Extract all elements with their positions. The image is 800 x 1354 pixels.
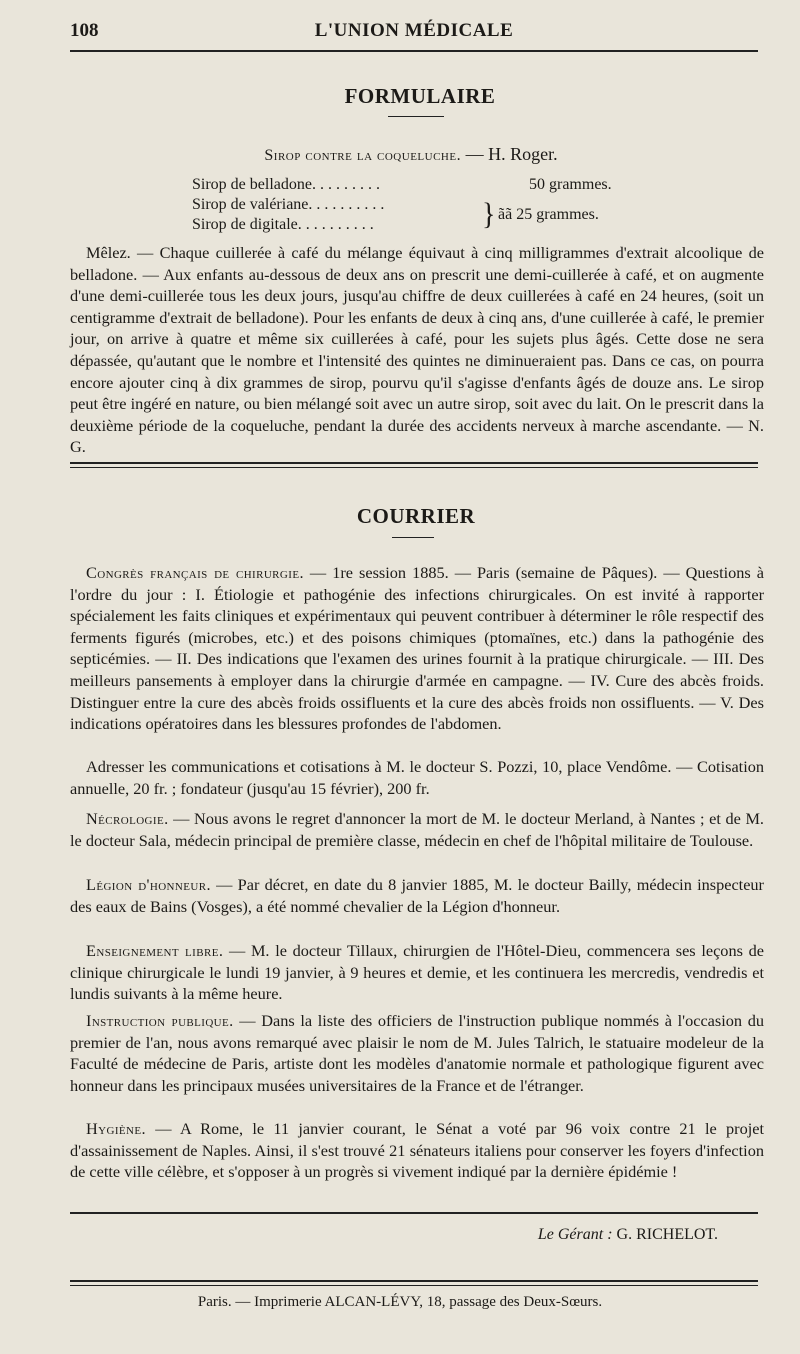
- recipe-name: Sirop de belladone. . . . . . . . .: [192, 176, 380, 193]
- item-lead: Légion d'honneur.: [86, 875, 211, 894]
- courrier-item-adresser: [70, 756, 764, 799]
- courrier-item-enseignement: [70, 940, 764, 1005]
- item-text: — Par décret, en date du 8 janvier 1885, M. le docteur Bailly, médecin inspecteur des eaux de Bains (Vosges), a été nommé chevalier de la Légion d'honneur.: [70, 875, 764, 916]
- printer-imprint: Paris. — Imprimerie ALCAN-LÉVY, 18, passage des Deux-Sœurs.: [197, 1294, 603, 1310]
- header-rule: [70, 50, 758, 52]
- formulaire-title-underline: [388, 116, 444, 117]
- courrier-title-underline: [392, 537, 434, 538]
- item-lead: Enseignement libre.: [86, 941, 224, 960]
- item-lead: Congrès français de chirurgie.: [86, 563, 304, 582]
- recipe-list: [192, 175, 642, 235]
- item-text: Adresser les communications et cotisations à M. le docteur S. Pozzi, 10, place Vendôme. — Cotisation annuelle, 20 fr. ; fondateur (jusqu'au 15 février), 200 fr.: [70, 757, 764, 798]
- courrier-item-legion: [70, 874, 764, 917]
- formulaire-subtitle: [22, 144, 800, 165]
- gerant-signature: [538, 1226, 718, 1244]
- recipe-row: [192, 175, 642, 195]
- item-text: — 1re session 1885. — Paris (semaine de Pâques). — Questions à l'ordre du jour : I. Étiologie et pathogénie des infections chirurgicales. On est invité à rapporter spécialement les faits cliniques et expérimentaux qui peuvent contribuer à déterminer le rôle respectif des ferments figurés (microbes, etc.) et des poisons chimiques (ptomaïnes, etc.) dans la pathogénie des septicémies. — II. Des indications que l'examen des urines fournit à la pratique chirurgicale. — III. Des meilleurs pansements à employer dans la chirurgie d'armée en campagne. — IV. Cure des abcès froids. Distinguer entre la cure des abcès froids ossifluents et la cure des abcès froids non ossifluents. — V. Des indications opératoires dans les blessures profondes de l'abdomen.: [70, 563, 764, 734]
- footer-rule-double-2: [70, 1285, 758, 1286]
- section-rule-bottom: [70, 467, 758, 468]
- running-title: L'UNION MÉDICALE: [314, 20, 514, 41]
- courrier-title: COURRIER: [356, 504, 476, 528]
- gerant-name: G. RICHELOT.: [612, 1226, 718, 1243]
- formulaire-body: Mêlez. — Chaque cuillerée à café du mélange équivaut à cinq milligrammes d'extrait alcoolique de belladone. — Aux enfants au-dessous de deux ans on prescrit une demi-cuillerée à café, et on augmente d'une demi-cuillerée tous les deux jours, jusqu'au chiffre de deux cuillerées à café en 24 heures, (soit un centigramme d'extrait de belladone). Pour les enfants de deux à cinq ans, d'une cuillerée à café, le premier jour, on arrive à quatre et même six cuillerées à café, pour les sujets plus âgés. Cette dose ne sera dépassée, qu'autant que le nombre et l'intensité des quintes ne diminueraient pas. Dans ce cas, on pourra encore ajouter cinq à dix grammes de sirop, pourvu qu'il s'agisse d'enfants âgés de douze ans. Le sirop peut être ingéré en nature, ou bien mélangé soit avec un autre sirop, soit avec du lait. On le prescrit dans la deuxième période de la coqueluche, pendant la durée des accidents nerveux à marche ascendante. — N. G.: [70, 243, 764, 457]
- courrier-item-hygiene: [70, 1118, 764, 1183]
- recipe-amount: 50 grammes.: [529, 176, 612, 193]
- formulaire-subtitle-author: — H. Roger.: [461, 144, 558, 164]
- formulaire-subtitle-sc: Sirop contre la coqueluche.: [264, 147, 462, 164]
- item-lead: Instruction publique.: [86, 1011, 234, 1030]
- footer-rule-double-1: [70, 1280, 758, 1282]
- section-rule-top: [70, 462, 758, 464]
- page-header: [70, 18, 758, 46]
- footer-rule-top: [70, 1212, 758, 1214]
- item-text: — M. le docteur Tillaux, chirurgien de l'Hôtel-Dieu, commencera ses leçons de clinique chirurgicale le lundi 19 janvier, à 9 heures et demie, et les continuera les mercredis, vendredis et lundis suivants à la même heure.: [70, 941, 764, 1004]
- recipe-name: Sirop de digitale. . . . . . . . . .: [192, 216, 374, 233]
- courrier-item-congres: [70, 562, 764, 735]
- item-text: — Nous avons le regret d'annoncer la mort de M. le docteur Merland, à Nantes ; et de M. le docteur Sala, médecin principal de première classe, médecin en chef de l'hôpital militaire de Toulouse.: [70, 809, 764, 850]
- item-lead: Hygiène.: [86, 1119, 146, 1138]
- recipe-brace-amount: ãã 25 grammes.: [498, 206, 599, 223]
- gerant-label: Le Gérant :: [537, 1226, 613, 1243]
- courrier-item-instruction: [70, 1010, 764, 1096]
- formulaire-title: FORMULAIRE: [344, 84, 496, 108]
- courrier-item-necrologie: [70, 808, 764, 851]
- recipe-name: Sirop de valériane. . . . . . . . . .: [192, 196, 385, 213]
- item-lead: Nécrologie.: [86, 809, 169, 828]
- item-text: — Dans la liste des officiers de l'instruction publique nommés à l'occasion du premier de l'an, nous avons remarqué avec plaisir le nom de M. Jules Talrich, le statuaire modeleur de la Faculté de médecine de Paris, artiste dont les modèles d'anatomie normale et pathologique figurent avec honneur dans les principaux musées universitaires de la France et de l'étranger.: [70, 1011, 764, 1095]
- recipe-brace: }: [482, 197, 496, 232]
- page-number: 108: [70, 20, 99, 41]
- item-text: — A Rome, le 11 janvier courant, le Sénat a voté par 96 voix contre 21 le projet d'assainissement de Naples. Ainsi, il s'est trouvé 21 sénateurs italiens pour conserver les foyers d'infection de cette ville célèbre, et s'opposer à un progrès si vivement indiqué par la dernière épidémie !: [70, 1119, 764, 1182]
